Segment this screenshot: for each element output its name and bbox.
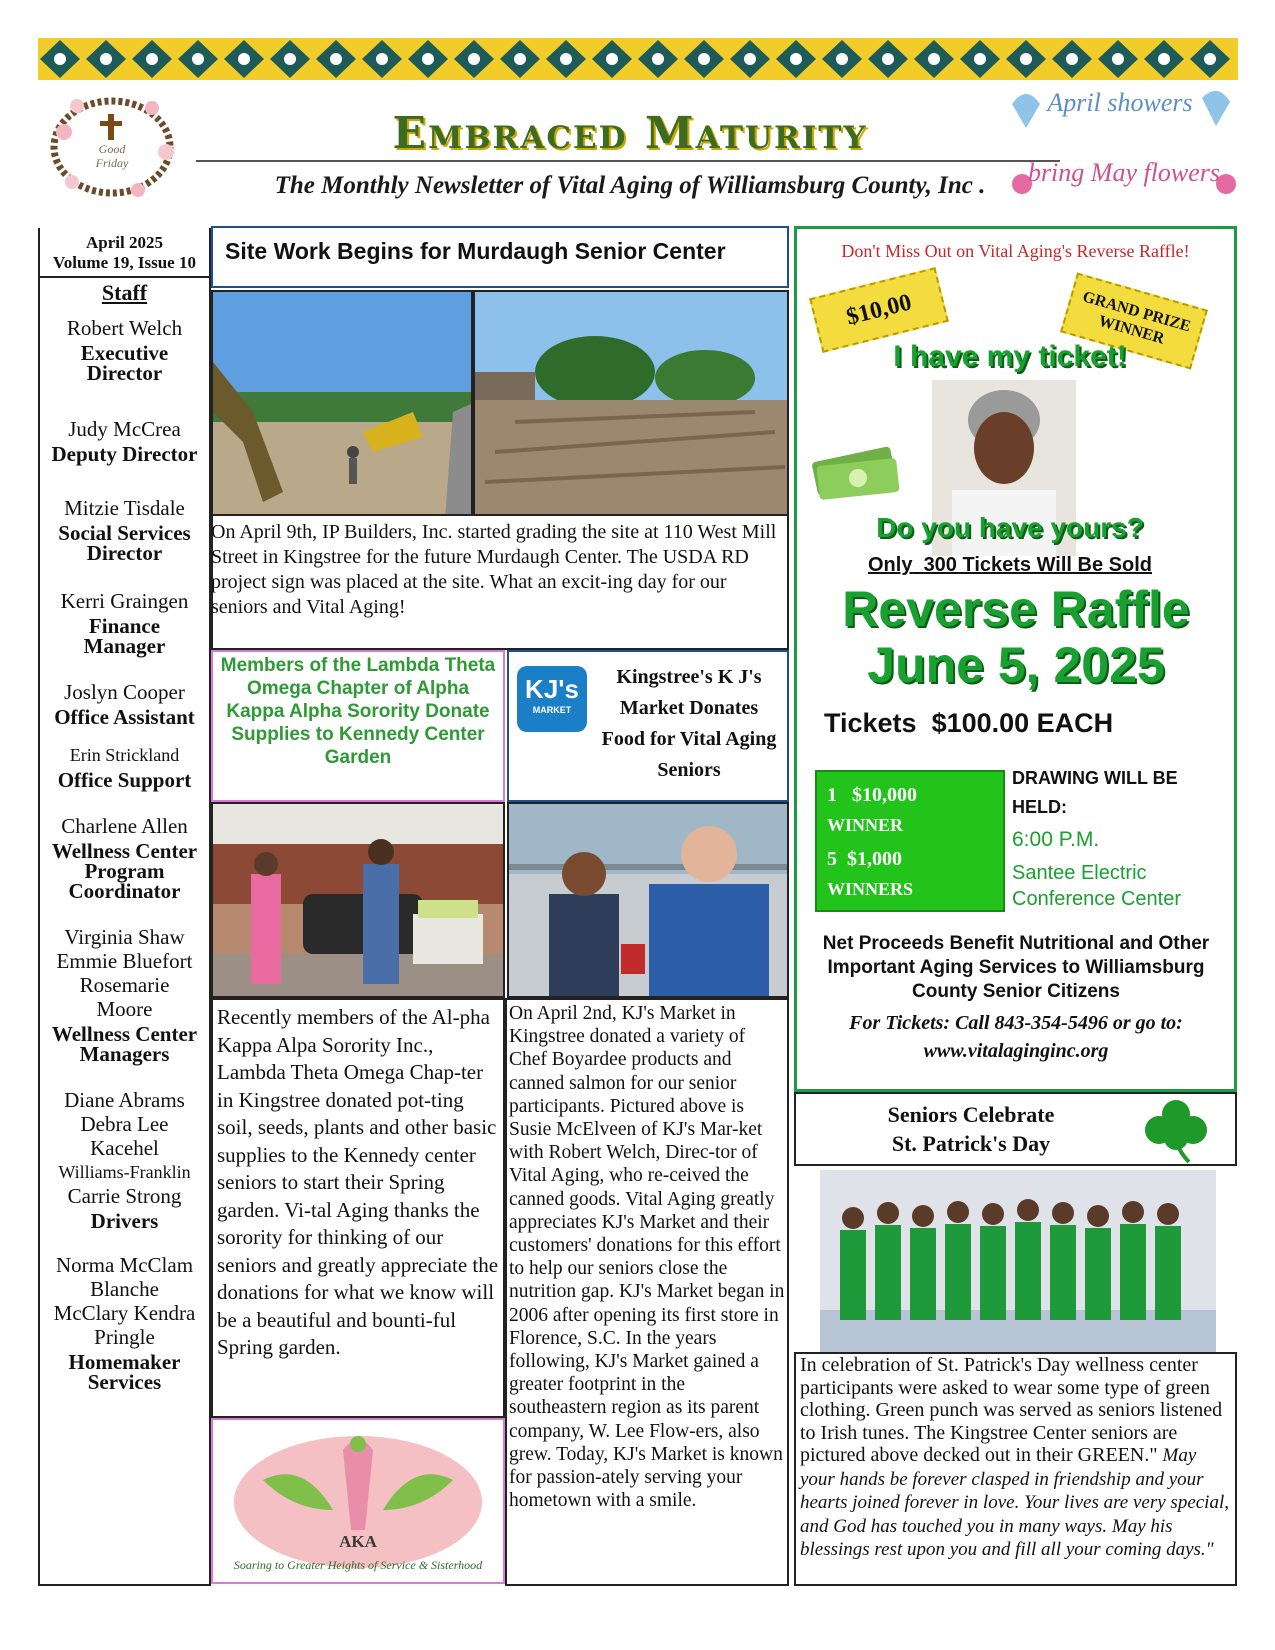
newsletter-subtitle: The Monthly Newsletter of Vital Aging of Williamsburg County, Inc . (274, 172, 986, 199)
banner-dot (1158, 53, 1170, 65)
staff-role: Finance (88, 614, 161, 638)
money-icon (808, 440, 904, 500)
staff-group (40, 589, 209, 656)
staff-role: Services (87, 1370, 162, 1394)
banner-dot (790, 53, 802, 65)
staff-group (40, 496, 209, 563)
staff-name: Judy McCrea (68, 417, 181, 441)
staff-role: Managers (79, 1042, 170, 1066)
staff-role: Homemaker (68, 1350, 181, 1374)
banner-dot (560, 53, 572, 65)
aka-logo-box (211, 1418, 505, 1584)
banner-dot (100, 53, 112, 65)
april-showers-badge (1004, 84, 1239, 214)
staff-name: Norma McClam (55, 1253, 194, 1277)
do-you-have-text: Do you have yours? (876, 512, 1144, 543)
staff-role: Director (86, 361, 163, 385)
st-patrick-headline-1: Seniors Celebrate (887, 1102, 1055, 1127)
raffle-top-line: Don't Miss Out on Vital Aging's Reverse Raffle! (841, 241, 1190, 261)
st-patrick-headline-box (794, 1092, 1237, 1166)
staff-name: Debra Lee (80, 1112, 169, 1136)
only-tickets-line (800, 554, 1220, 577)
staff-group (40, 814, 209, 901)
banner-dot (284, 53, 296, 65)
staff-sidebar (38, 228, 211, 1586)
kj-market-photo (507, 802, 789, 998)
kj-logo-text: KJ's (525, 674, 579, 704)
staff-role: Wellness Center (51, 839, 198, 863)
raffle-contact: For Tickets: Call 843-354-5496 or go to: (849, 1012, 1183, 1034)
title-divider (196, 160, 1060, 162)
only-rest: 300 Tickets Will Be Sold (923, 554, 1152, 576)
staff-name: Williams-Franklin (58, 1162, 191, 1182)
raffle-tickets-line (824, 708, 1224, 739)
staff-role: Wellness Center (51, 1022, 198, 1046)
banner-dot (836, 53, 848, 65)
kj-article (505, 998, 789, 1586)
staff-group (40, 1088, 209, 1231)
banner-dot (1112, 53, 1124, 65)
staff-name: Robert Welch (66, 316, 183, 340)
ticket-right-text: GRAND PRIZE WINNER (1080, 288, 1193, 348)
staff-role: Office Assistant (54, 705, 195, 729)
st-patrick-headline (796, 1100, 1146, 1158)
staff-role: Program (84, 859, 165, 883)
banner-dot (376, 53, 388, 65)
staff-role: Drivers (90, 1209, 159, 1233)
site-work-headline-box (211, 226, 789, 288)
st-patrick-text (796, 1354, 1235, 1562)
drawing-place: Santee Electric Conference Center (1012, 862, 1181, 910)
badge-word-good: Good (98, 142, 126, 156)
aka-article (211, 998, 505, 1418)
staff-name: Pringle (94, 1325, 155, 1349)
have-ticket-text: I have my ticket! (893, 340, 1127, 373)
staff-name: Charlene Allen (61, 814, 188, 838)
site-work-article (211, 516, 789, 650)
banner-dot (698, 53, 710, 65)
banner-dot (652, 53, 664, 65)
winner-1-line (827, 780, 993, 810)
st-patrick-body: In celebration of St. Patrick's Day wellness center participants were asked to wear some type of green clothing. Green punch was served as seniors listened to Irish tunes. The Kingstree Center seniors are pictured above decked out in their GREEN." (800, 1354, 1223, 1466)
aka-headline: Members of the Lambda Theta Omega Chapter of Alpha Kappa Alpha Sorority Donate Supplies to Kennedy Center Garden (220, 655, 496, 768)
tickets-label: Tickets (824, 708, 917, 738)
staff-name: McClary Kendra (53, 1301, 196, 1325)
banner-dot (1020, 53, 1032, 65)
banner-dot (192, 53, 204, 65)
staff-group (40, 316, 209, 383)
banner-dot (238, 53, 250, 65)
drawing-time: 6:00 P.M. (1012, 828, 1100, 851)
decorative-banner (38, 38, 1238, 80)
site-work-headline: Site Work Begins for Murdaugh Senior Center (225, 238, 726, 264)
staff-name: Emmie Bluefort (56, 949, 193, 973)
may-flowers-text: bring May flowers (1027, 158, 1221, 187)
winner-1-count: 1 (827, 784, 837, 806)
aka-logo-text: AKA (339, 1532, 377, 1551)
issue-date: April 2025 (86, 233, 163, 252)
banner-dot (606, 53, 618, 65)
issue-info (40, 228, 209, 278)
raffle-proceeds: Net Proceeds Benefit Nutritional and Other Important Aging Services to Williamsburg County Senior Citizens (822, 933, 1210, 1002)
st-patrick-group-photo (820, 1170, 1216, 1352)
staff-name: Virginia Shaw (64, 925, 185, 949)
winner-2-count: 5 (827, 848, 837, 870)
staff-role: Executive (80, 341, 169, 365)
banner-dot (882, 53, 894, 65)
st-patrick-article (794, 1352, 1237, 1586)
staff-role: Manager (83, 634, 166, 658)
banner-dot (330, 53, 342, 65)
kj-logo-sub: MARKET (532, 705, 572, 715)
banner-dot (1204, 53, 1216, 65)
april-showers-text: April showers (1047, 88, 1193, 117)
banner-dot (744, 53, 756, 65)
kj-body: On April 2nd, KJ's Market in Kingstree donated a variety of Chef Boyardee products and canned salmon for our senior participants. Pictured above is Susie McElveen of KJ's Mar-ket with Robert Welch, Direc-tor of Vital Aging, who re-ceived the canned goods. Vital Aging greatly appreciates KJ's Market and their customers' donations for this effort to help our seniors close the nutrition gap. KJ's Market began in 2006 after opening its first store in Florence, S.C. In the years following, KJ's Market gained a greater footprint in the southeastern region as its parent company, W. Lee Flow-ers, also grew. Today, KJ's Market is known for passion-ately serving your hometown with a smile. (509, 1003, 785, 1512)
banner-dot (928, 53, 940, 65)
only-prefix: Only (867, 554, 913, 576)
winner-2-line (827, 844, 993, 874)
staff-name: Carrie Strong (67, 1184, 182, 1208)
aka-body: Recently members of the Al-pha Kappa Alpa Sorority Inc., Lambda Theta Omega Chap-ter in Kingstree donated pot-ting soil, seeds, plants and other basic supplies to the Kennedy center seniors to start their Spring garden. Vi-tal Aging thanks the sorority for thinking of our seniors and greatly appreciate the donations for what we know will be a beautiful and bounti-ful Spring garden. (217, 1005, 499, 1359)
winner-1-label: WINNER (827, 815, 904, 835)
issue-volume: Volume 19, Issue 10 (53, 253, 196, 272)
staff-role: Deputy Director (51, 442, 198, 466)
site-work-body: On April 9th, IP Builders, Inc. started grading the site at 110 West Mill Street in Kingstree for the future Murdaugh Center. The USDA RD project sign was placed at the site. What an excit-ing day for our seniors and Vital Aging! (211, 521, 777, 618)
staff-name: Mitzie Tisdale (64, 496, 185, 520)
good-friday-wreath (42, 92, 182, 202)
winner-2-amount: $1,000 (847, 848, 902, 870)
raffle-website[interactable]: www.vitalaginginc.org (923, 1040, 1109, 1062)
staff-name: Kerri Graingen (60, 589, 189, 613)
kj-logo (517, 666, 587, 732)
staff-name: Diane Abrams (64, 1088, 185, 1112)
excavator-photo (211, 290, 473, 516)
staff-role: Coordinator (68, 879, 181, 903)
winner-2-label: WINNERS (827, 879, 914, 899)
badge-word-friday: Friday (95, 156, 129, 170)
kj-headline: Kingstree's K J's Market Donates Food for Vital Aging Seniors (601, 666, 777, 781)
staff-group (40, 417, 209, 464)
winners-box (815, 770, 1005, 912)
banner-dot (1066, 53, 1078, 65)
staff-name: Rosemarie (79, 973, 170, 997)
staff-group (40, 743, 209, 790)
st-patrick-headline-2: St. Patrick's Day (891, 1131, 1051, 1156)
staff-group (40, 925, 209, 1064)
staff-name: Blanche (90, 1277, 159, 1301)
shamrock-icon (1141, 1098, 1211, 1164)
tickets-price: $100.00 EACH (931, 708, 1114, 738)
staff-role: Director (86, 541, 163, 565)
staff-role: Office Support (57, 768, 192, 792)
aka-headline-box (211, 650, 505, 802)
aka-logo-motto: Soaring to Greater Heights of Service & Sisterhood (233, 1558, 483, 1572)
drawing-label: DRAWING WILL BE HELD: (1012, 768, 1178, 817)
banner-dot (422, 53, 434, 65)
staff-name: Kacehel (90, 1136, 159, 1160)
st-patrick-quote: May your hands be forever clasped in friendship and your hearts joined forever in love. Your lives are very special, and God has touched you in many ways. May his blessings rest upon you and fill all your coming days." (800, 1445, 1229, 1560)
banner-dot (468, 53, 480, 65)
banner-dot (54, 53, 66, 65)
staff-group (40, 1253, 209, 1392)
newsletter-title: Embraced Maturity (392, 108, 868, 159)
staff-list (40, 316, 209, 1392)
banner-dot (514, 53, 526, 65)
staff-heading: Staff (101, 280, 148, 305)
staff-name: Joslyn Cooper (64, 680, 185, 704)
banner-dot (974, 53, 986, 65)
staff-group (40, 680, 209, 727)
raffle-title: Reverse Raffle (842, 581, 1190, 637)
drawing-info (1012, 764, 1232, 912)
staff-name: Erin Strickland (69, 745, 180, 765)
staff-role: Social Services (58, 521, 191, 545)
ticket-left-text: $10,00 (843, 289, 915, 331)
aka-donation-photo (211, 802, 505, 998)
raffle-date: June 5, 2025 (867, 637, 1165, 693)
staff-name: Moore (96, 997, 153, 1021)
winner-1-amount: $10,000 (852, 784, 917, 806)
kj-headline-box (507, 650, 789, 802)
graded-lot-photo (473, 290, 789, 516)
banner-dot (146, 53, 158, 65)
